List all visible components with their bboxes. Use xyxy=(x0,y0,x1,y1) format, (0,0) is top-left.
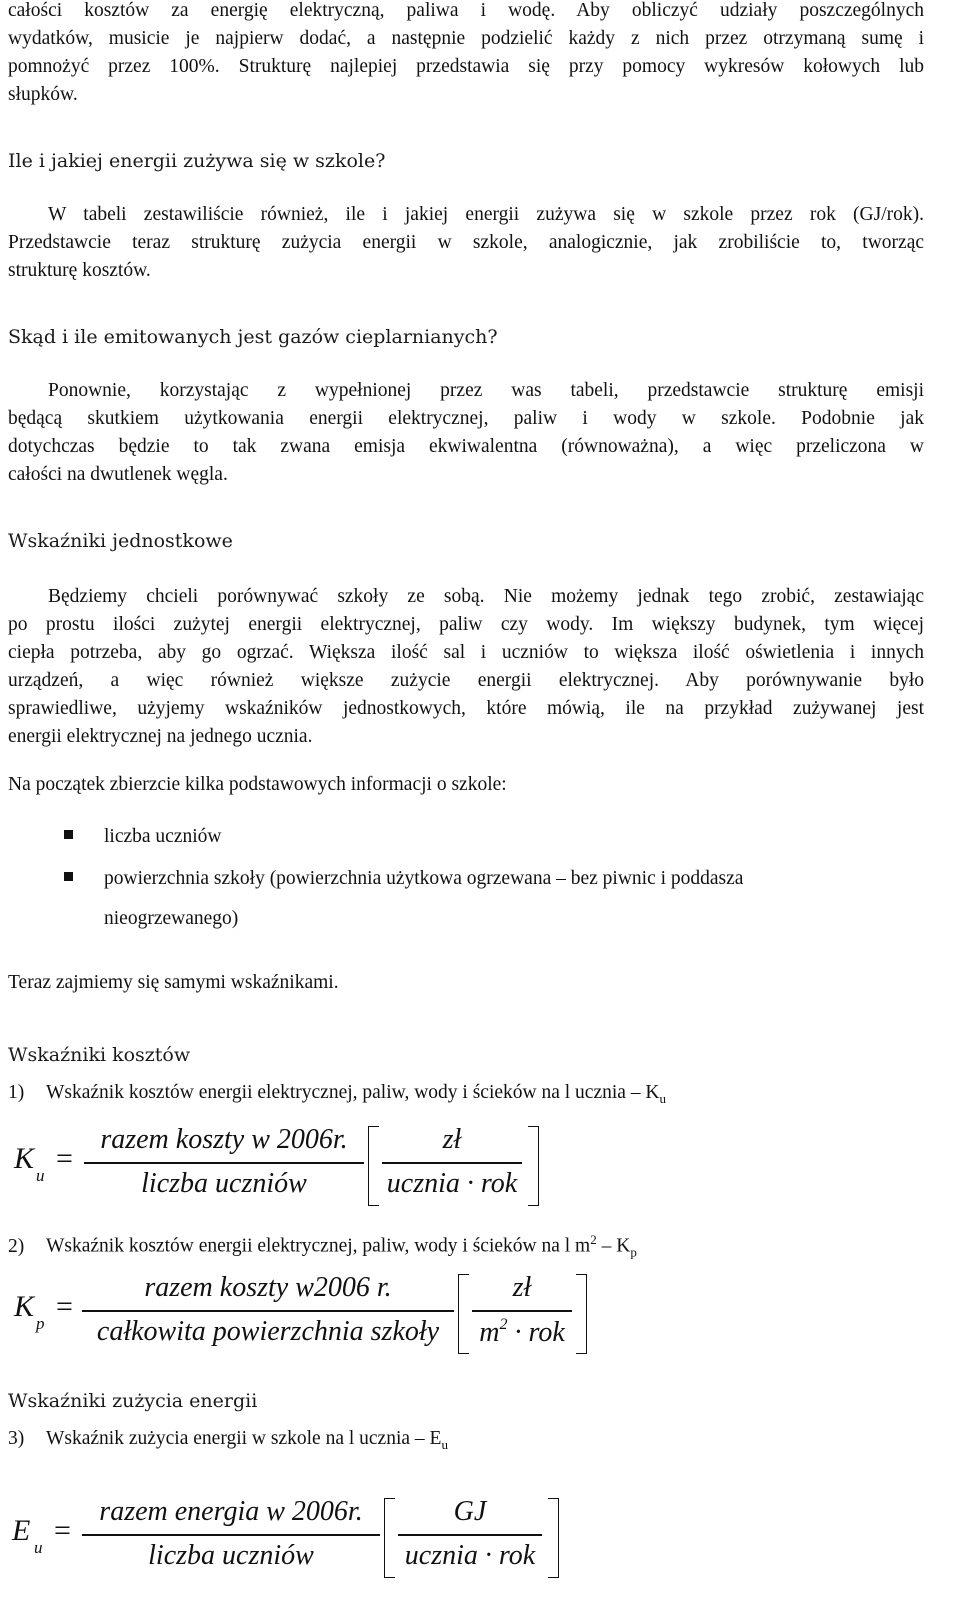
unit-numerator: zł xyxy=(442,1124,462,1155)
paragraph-line: Ponownie, korzystając z wypełnionej przez was tabeli, przedstawcie strukturę emisji xyxy=(48,380,924,401)
formula-numerator: razem koszty w 2006r. xyxy=(100,1124,348,1155)
bullet-square-icon xyxy=(64,830,73,839)
section-heading-cost-indicators: Wskaźniki kosztów xyxy=(8,1044,191,1066)
item-subscript: p xyxy=(630,1244,637,1260)
fraction-bar xyxy=(472,1310,572,1312)
item-number: 2) xyxy=(8,1235,25,1257)
paragraph-line: strukturę kosztów. xyxy=(8,260,151,281)
formula-subscript: p xyxy=(36,1314,45,1333)
paragraph-line: sprawiedliwe, użyjemy wskaźników jednostkowych, które mówią, ile na przykład zużywanej jest xyxy=(8,698,924,719)
paragraph-line: ciepła potrzeba, aby go ogrzać. Większa ilość sal i uczniów to większa ilość oświetlenia i innych xyxy=(8,642,924,663)
item-subscript: u xyxy=(441,1436,448,1452)
unit-rest: · rok xyxy=(507,1317,565,1348)
bullet-item-continuation: nieogrzewanego) xyxy=(104,908,239,929)
formula-numerator: razem koszty w2006 r. xyxy=(144,1272,392,1303)
left-bracket xyxy=(384,1498,395,1578)
paragraph-line: dotychczas będzie to tak zwana emisja ekwiwalentna (równoważna), a więc przeliczona w xyxy=(8,436,924,457)
numbered-item-1 xyxy=(8,1082,666,1107)
unit-numerator: GJ xyxy=(453,1496,487,1527)
paragraph-line: całości na dwutlenek węgla. xyxy=(8,464,228,485)
formula-equals: = xyxy=(54,1514,71,1547)
numbered-item-3 xyxy=(8,1428,448,1453)
bullet-square-icon xyxy=(64,872,73,881)
intro-line: wydatków, musicie je najpierw dodać, a następnie podzielić każdy z nich przez otrzymaną sumę i xyxy=(8,28,924,49)
paragraph-line: energii elektrycznej na jednego ucznia. xyxy=(8,726,313,747)
right-bracket xyxy=(576,1274,587,1354)
item-text-after: – K xyxy=(596,1235,631,1257)
formula-symbol: K xyxy=(14,1142,35,1175)
item-subscript: u xyxy=(659,1090,667,1106)
intro-line: całości kosztów za energię elektryczną, paliwa i wodę. Aby obliczyć udziały poszczególnych xyxy=(8,0,924,21)
item-superscript: 2 xyxy=(590,1232,597,1247)
formula-energy-per-student xyxy=(0,1492,960,1582)
paragraph-line: będącą skutkiem użytkowania energii elektrycznej, paliw i wody w szkole. Podobnie jak xyxy=(8,408,924,429)
section-heading-energy: Ile i jakiej energii zużywa się w szkole? xyxy=(8,150,386,172)
formula-subscript: u xyxy=(34,1538,43,1557)
unit-denominator: ucznia · rok xyxy=(386,1168,518,1199)
fraction-bar xyxy=(84,1162,364,1164)
paragraph-line: Przedstawcie teraz strukturę zużycia energii w szkole, analogicznie, jak zrobiliście to, tworząc xyxy=(8,232,924,253)
fraction-bar xyxy=(82,1310,454,1312)
section-heading-energy-indicators: Wskaźniki zużycia energii xyxy=(8,1390,258,1412)
section-heading-indicators: Wskaźniki jednostkowe xyxy=(8,530,233,552)
intro-line: pomnożyć przez 100%. Strukturę najlepiej przedstawia się przy pomocy wykresów kołowych lub xyxy=(8,56,924,77)
unit-m: m xyxy=(479,1317,500,1348)
fraction-bar xyxy=(398,1534,542,1536)
unit-numerator: zł xyxy=(512,1272,532,1303)
formula-denominator: liczba uczniów xyxy=(148,1540,314,1571)
left-bracket xyxy=(458,1274,469,1354)
basic-info-intro: Na początek zbierzcie kilka podstawowych informacji o szkole: xyxy=(8,774,507,795)
intro-line: słupków. xyxy=(8,84,78,105)
right-bracket xyxy=(528,1126,539,1206)
bullet-item: powierzchnia szkoły (powierzchnia użytkowa ogrzewana – bez piwnic i poddasza xyxy=(104,868,744,889)
left-bracket xyxy=(368,1126,379,1206)
formula-symbol: K xyxy=(14,1290,35,1323)
unit-sup: 2 xyxy=(499,1316,508,1333)
item-text: Wskaźnik zużycia energii w szkole na l ucznia – E xyxy=(46,1428,442,1449)
formula-denominator: liczba uczniów xyxy=(141,1168,307,1199)
right-bracket xyxy=(548,1498,559,1578)
section-heading-emissions: Skąd i ile emitowanych jest gazów cieplarnianych? xyxy=(8,326,498,348)
formula-subscript: u xyxy=(36,1166,45,1185)
paragraph-line: po prostu ilości zużytej energii elektrycznej, paliw czy wody. Im większy budynek, tym więcej xyxy=(8,614,924,635)
formula-denominator: całkowita powierzchnia szkoły xyxy=(96,1316,440,1347)
item-text: Wskaźnik kosztów energii elektrycznej, paliw, wody i ścieków na l ucznia – K xyxy=(46,1082,660,1103)
formula-equals: = xyxy=(56,1142,73,1175)
bullet-item: liczba uczniów xyxy=(104,826,222,847)
formula-cost-per-area xyxy=(0,1268,960,1358)
formula-equals: = xyxy=(56,1290,73,1323)
paragraph-line: W tabeli zestawiliście również, ile i jakiej energii zużywa się w szkole przez rok (GJ/rok). xyxy=(48,204,924,225)
paragraph-line: urządzeń, a więc również większe zużycie energii elektrycznej. Aby porównywanie było xyxy=(8,670,924,691)
fraction-bar xyxy=(82,1534,380,1536)
unit-denominator: ucznia · rok xyxy=(404,1540,536,1571)
fraction-bar xyxy=(382,1162,522,1164)
formula-numerator: razem energia w 2006r. xyxy=(99,1496,363,1527)
numbered-item-2 xyxy=(8,1232,637,1260)
item-number: 3) xyxy=(8,1428,25,1449)
indicators-outro: Teraz zajmiemy się samymi wskaźnikami. xyxy=(8,972,339,993)
paragraph-line: Będziemy chcieli porównywać szkoły ze sobą. Nie możemy jednak tego zrobić, zestawiając xyxy=(48,586,924,607)
item-text: Wskaźnik kosztów energii elektrycznej, paliw, wody i ścieków na l m xyxy=(46,1235,591,1257)
formula-cost-per-student xyxy=(0,1120,960,1210)
formula-symbol: E xyxy=(12,1514,31,1547)
item-number: 1) xyxy=(8,1082,25,1103)
unit-denominator xyxy=(472,1316,572,1349)
